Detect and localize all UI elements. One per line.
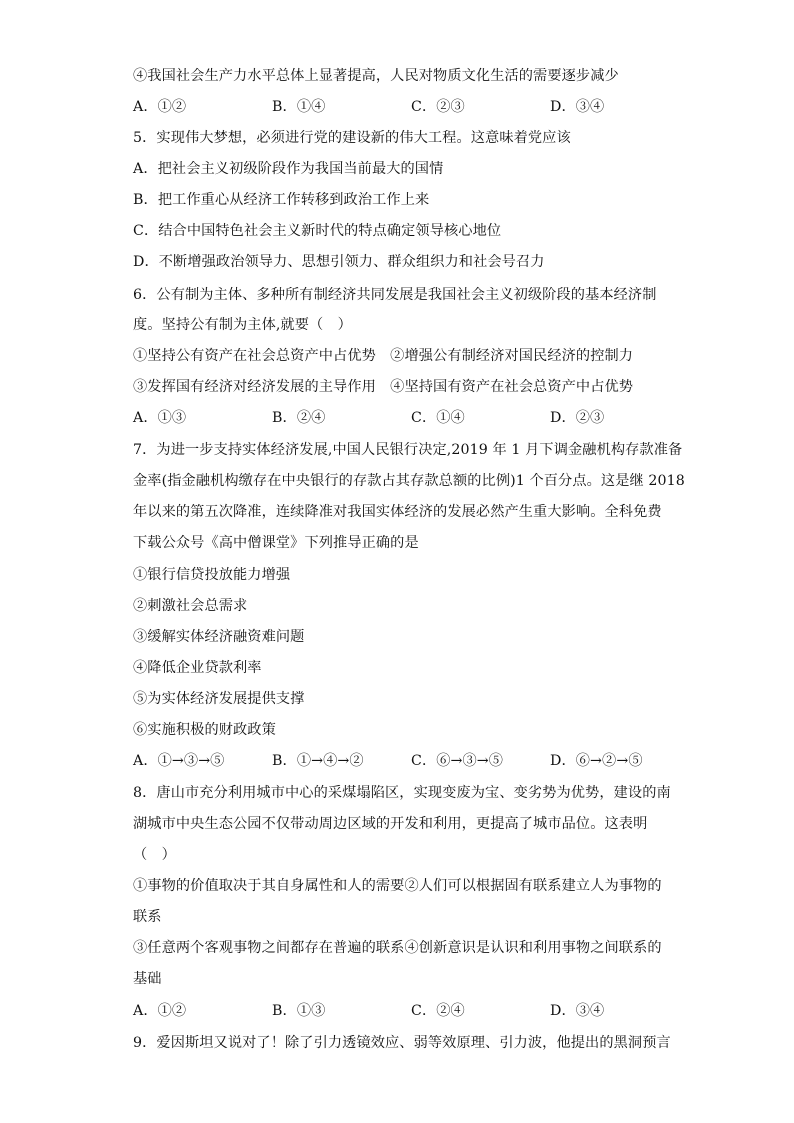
q4-options xyxy=(133,97,673,117)
q4-option-a: A．①② xyxy=(133,99,187,115)
q6-option-a: A．①③ xyxy=(133,410,187,426)
q8-items-line-1: ①事物的价值取决于其自身属性和人的需要②人们可以根据固有联系建立人为事物的 xyxy=(133,878,662,894)
q5-choice-b: B．把工作重心从经济工作转移到政治工作上来 xyxy=(133,192,430,208)
q4-option-d: D．③④ xyxy=(550,99,605,115)
q7-option-c: C．⑥→③→⑤ xyxy=(411,753,504,769)
q6-items-line-1: ①坚持公有资产在社会总资产中占优势 ②增强公有制经济对国民经济的控制力 xyxy=(133,348,634,364)
q7-option-b: B．①→④→② xyxy=(272,753,364,769)
q7-option-a: A．①→③→⑤ xyxy=(133,753,225,769)
q7-options xyxy=(133,751,673,771)
q8-option-a: A．①② xyxy=(133,1003,187,1019)
q5-choice-d: D．不断增强政治领导力、思想引领力、群众组织力和社会号召力 xyxy=(133,254,545,270)
q5-choice-a: A．把社会主义初级阶段作为我国当前最大的国情 xyxy=(133,161,444,177)
q6-option-b: B．②④ xyxy=(272,410,326,426)
q8-option-c: C．②④ xyxy=(411,1003,465,1019)
q8-stem-line-1: 8．唐山市充分利用城市中心的采煤塌陷区，实现变废为宝、变劣势为优势，建设的南 xyxy=(133,785,671,801)
q8-option-b: B．①③ xyxy=(272,1003,326,1019)
q8-options xyxy=(133,1001,673,1021)
q8-stem-line-3: （ ） xyxy=(133,847,176,863)
q8-items-line-2: 联系 xyxy=(133,909,162,925)
q6-options xyxy=(133,408,673,428)
q7-item-5: ⑤为实体经济发展提供支撑 xyxy=(133,691,305,707)
q4-option-c: C．②③ xyxy=(411,99,465,115)
q4-option-b: B．①④ xyxy=(272,99,326,115)
q6-stem-line-1: 6．公有制为主体、多种所有制经济共同发展是我国社会主义初级阶段的基本经济制 xyxy=(133,287,657,303)
q7-option-d: D．⑥→②→⑤ xyxy=(550,753,643,769)
q7-item-6: ⑥实施积极的财政政策 xyxy=(133,722,276,738)
q6-items-line-2: ③发挥国有经济对经济发展的主导作用 ④坚持国有资产在社会总资产中占优势 xyxy=(133,379,634,395)
q7-item-3: ③缓解实体经济融资难问题 xyxy=(133,629,305,645)
q7-stem-line-1: 7．为进一步支持实体经济发展,中国人民银行决定,2019 年 1 月下调金融机构存款准备 xyxy=(133,442,683,458)
q8-items-line-3: ③任意两个客观事物之间都存在普遍的联系④创新意识是认识和利用事物之间联系的 xyxy=(133,940,662,956)
q6-option-d: D．②③ xyxy=(550,410,605,426)
q7-item-1: ①银行信贷投放能力增强 xyxy=(133,567,291,583)
q7-stem-line-2: 金率(指金融机构缴存在中央银行的存款占其存款总额的比例)1 个百分点。这是继 2018 xyxy=(133,473,685,489)
q7-item-4: ④降低企业贷款利率 xyxy=(133,660,262,676)
q8-items-line-4: 基础 xyxy=(133,971,162,987)
q5-choice-c: C．结合中国特色社会主义新时代的特点确定领导核心地位 xyxy=(133,223,502,239)
q8-stem-line-2: 湖城市中央生态公园不仅带动周边区域的开发和利用，更提高了城市品位。这表明 xyxy=(133,816,648,832)
q7-item-2: ②刺激社会总需求 xyxy=(133,598,248,614)
q9-stem-line-1: 9．爱因斯坦又说对了！除了引力透镜效应、弱等效原理、引力波，他提出的黑洞预言 xyxy=(133,1035,671,1051)
q7-stem-line-3: 年以来的第五次降准，连续降准对我国实体经济的发展必然产生重大影响。全科免费 xyxy=(133,504,662,520)
q6-stem-line-2: 度。坚持公有制为主体,就要（ ） xyxy=(133,317,352,333)
q8-option-d: D．③④ xyxy=(550,1003,605,1019)
q5-stem: 5．实现伟大梦想，必须进行党的建设新的伟大工程。这意味着党应该 xyxy=(133,130,571,146)
q4-item-4: ④我国社会生产力水平总体上显著提高，人民对物质文化生活的需要逐步减少 xyxy=(133,68,619,84)
q7-stem-line-4: 下载公众号《高中僧课堂》下列推导正确的是 xyxy=(133,535,419,551)
q6-option-c: C．①④ xyxy=(411,410,465,426)
